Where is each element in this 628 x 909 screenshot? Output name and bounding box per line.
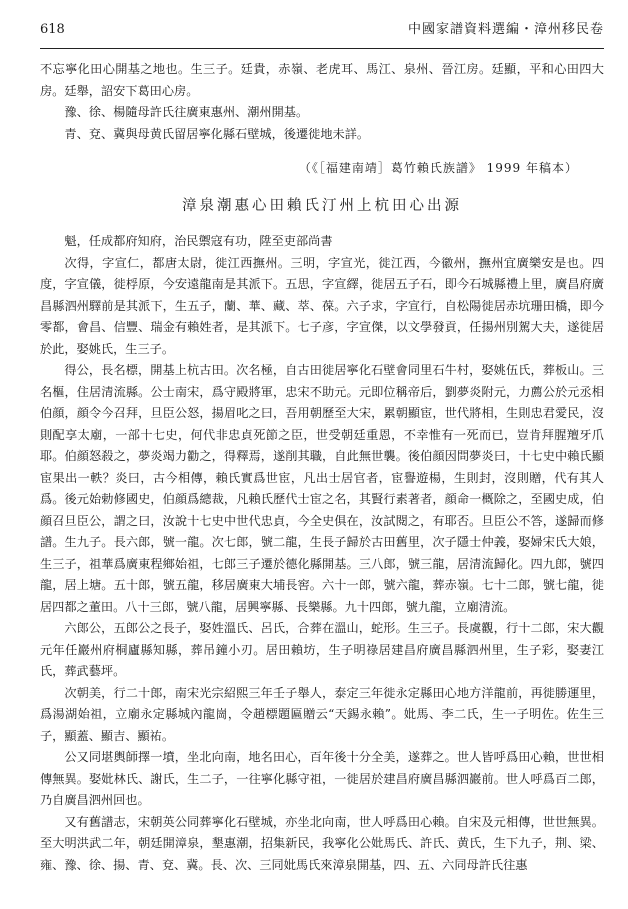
paragraph: 次得，字宣仁，都唐太尉，徙江西撫州。三明，字宣光，徙江西，今徽州，撫州宜廣樂安是也。四度，字宣儀，徙桴原，今安遠龍南是其派下。五思，字宣繹，徙居五子石，即今石城縣禮上里，廣昌府廣昌縣泗州驛前是其派下，生五子，蘭、華、藏、萃、葆。六子求，字宣行，自松陽徙居赤坑珊田橋，即今零都，會昌、信豐、瑞金有賴姓者，是其派下。七子彦，字宣傑，以文學發貢，任揚州別駕大夫，遂徙居於此，娶姚氏，生三子。 bbox=[40, 255, 604, 356]
section-title: 漳泉潮惠心田賴氏汀州上杭田心出源 bbox=[182, 198, 462, 214]
page-number: 618 bbox=[40, 22, 65, 37]
paragraph: 豫、徐、楊隨母許氏往廣東惠州、潮州開基。 bbox=[64, 105, 309, 119]
paragraph: 公又同堪輿師擇一墳，坐北向南，地名田心，百年後十分全美，遂葬之。世人皆呼爲田心賴，世世相傳無異。娶妣林氏、謝氏，生二子，一往寧化縣守祖，一徙居於建昌府廣昌縣泗巖前。世人呼爲百二郎，乃自廣昌泗州回也。 bbox=[40, 750, 604, 807]
paragraph: 次朝美，行二十郎，南宋光宗紹熙三年壬子舉人，泰定三年徙永定縣田心地方洋龍前，再徙勝運里，爲湯湖始祖，立廟永定縣城內龍崗，令趙標題匾贈云“天錫永賴”。妣馬、李二氏，生一子明佐。佐生三子，顯蓋、顯吉、顯祐。 bbox=[40, 685, 604, 743]
paragraph: 六郎公，五郎公之長子，娶姓溫氏、呂氏，合葬在溫山，蛇形。生三子。長虞觀，行十二郎，宋大觀元年任巖州府桐廬縣知縣，葬吊鐘小刃。居田賴坊，生子明祿居建昌府廣昌縣泗州里，生子彩，娶妻江氏，葬武藝坪。 bbox=[40, 621, 604, 678]
page-header bbox=[40, 18, 604, 46]
paragraph: 得公，長名標，開基上杭古田。次名極，自古田徙居寧化石壁會同里石牛村，娶姚伍氏，葬板山。三名樞，住居清流縣。公士南宋，爲守殿將軍，忠宋不助元。元即位稱帝后，劉夢炎附元，力薦公於元丞相伯顔，顔令今召拜，旦臣公怒，揚眉叱之曰，吾用朝歷至大宋，累朝顯宦，世代將相，生則忠君愛民，沒則配享太廟，一部十七史，何代非忠貞死節之臣，世受朝廷重恩，不幸惟有一死而已，豈肯拜腥羶牙爪耶。伯顔怒殺之，夢炎竭力勸之，得釋焉，遂削其職，自此無世襲。後伯顔因問夢炎曰，十七史中賴氏顯宦果出一軼？炎曰，古今相傳，賴氏實爲世宦，凡出士居官者，宦譽遊楊，生則封，沒則贈，代有其人爲。後元始勅修國史，伯顔爲總裁，凡賴氏歷代士宦之名，其賢行素著者，顔命一概除之，至國史成，伯顔召旦臣公，謂之曰，汝說十七史中世代忠貞，今全史俱在，汝試閱之，有耶否。旦臣公不答，遂歸而修譜。生九子。長六郎，號一龍。次七郎，號二龍，生長子歸於古田舊里，次子隱士仲義，娶婦宋氏大娘，生三子，祖華爲廣東程鄉始祖，七郎三子遷於德化縣開基。三八郎，號三龍，居清流歸化。四九郎，號四龍，居上塘。五十郎，號五龍，移居廣東大埔長窖。六十一郎，號六龍，葬赤嶺。七十二郎，號七龍，徙居四都之董田。八十三郎，號八龍，居興寧縣、長樂縣。九十四郎，號九龍，立廟清流。 bbox=[40, 363, 604, 614]
source-citation: （《［福建南靖］葛竹賴氏族譜》 1999 年稿本） bbox=[298, 161, 578, 175]
paragraph: 又有舊譜志，宋朝英公同葬寧化石壁城，亦坐北向南，世人呼爲田心賴。自宋及元相傳，世世無異。至大明洪武二年，朝廷開漳泉，墾惠潮，招集新民，我寧化公妣馬氏、許氏、黄氏，生下九子，荆、梁、雍、豫、徐、揚、青、兗、冀。長、次、三同妣馬氏來漳泉開基，四、五、六同母許氏往惠 bbox=[40, 814, 604, 872]
paragraph: 不忘寧化田心開基之地也。生三子。廷貴，赤嶺、老虎耳、馬江、泉州、晉江房。廷顯，平和心田四大房。廷舉，詔安下葛田心房。 bbox=[40, 62, 604, 98]
running-title: 中國家譜資料選編・漳州移民卷 bbox=[407, 22, 604, 37]
paragraph: 青、兗、冀與母黄氏留居寧化縣石壁城，後遷徙地未詳。 bbox=[64, 126, 370, 141]
header-rule bbox=[40, 48, 604, 49]
section-subtitle: 魁，任成都府知府，治民禦寇有功，陞至吏部尚書 bbox=[64, 234, 333, 248]
